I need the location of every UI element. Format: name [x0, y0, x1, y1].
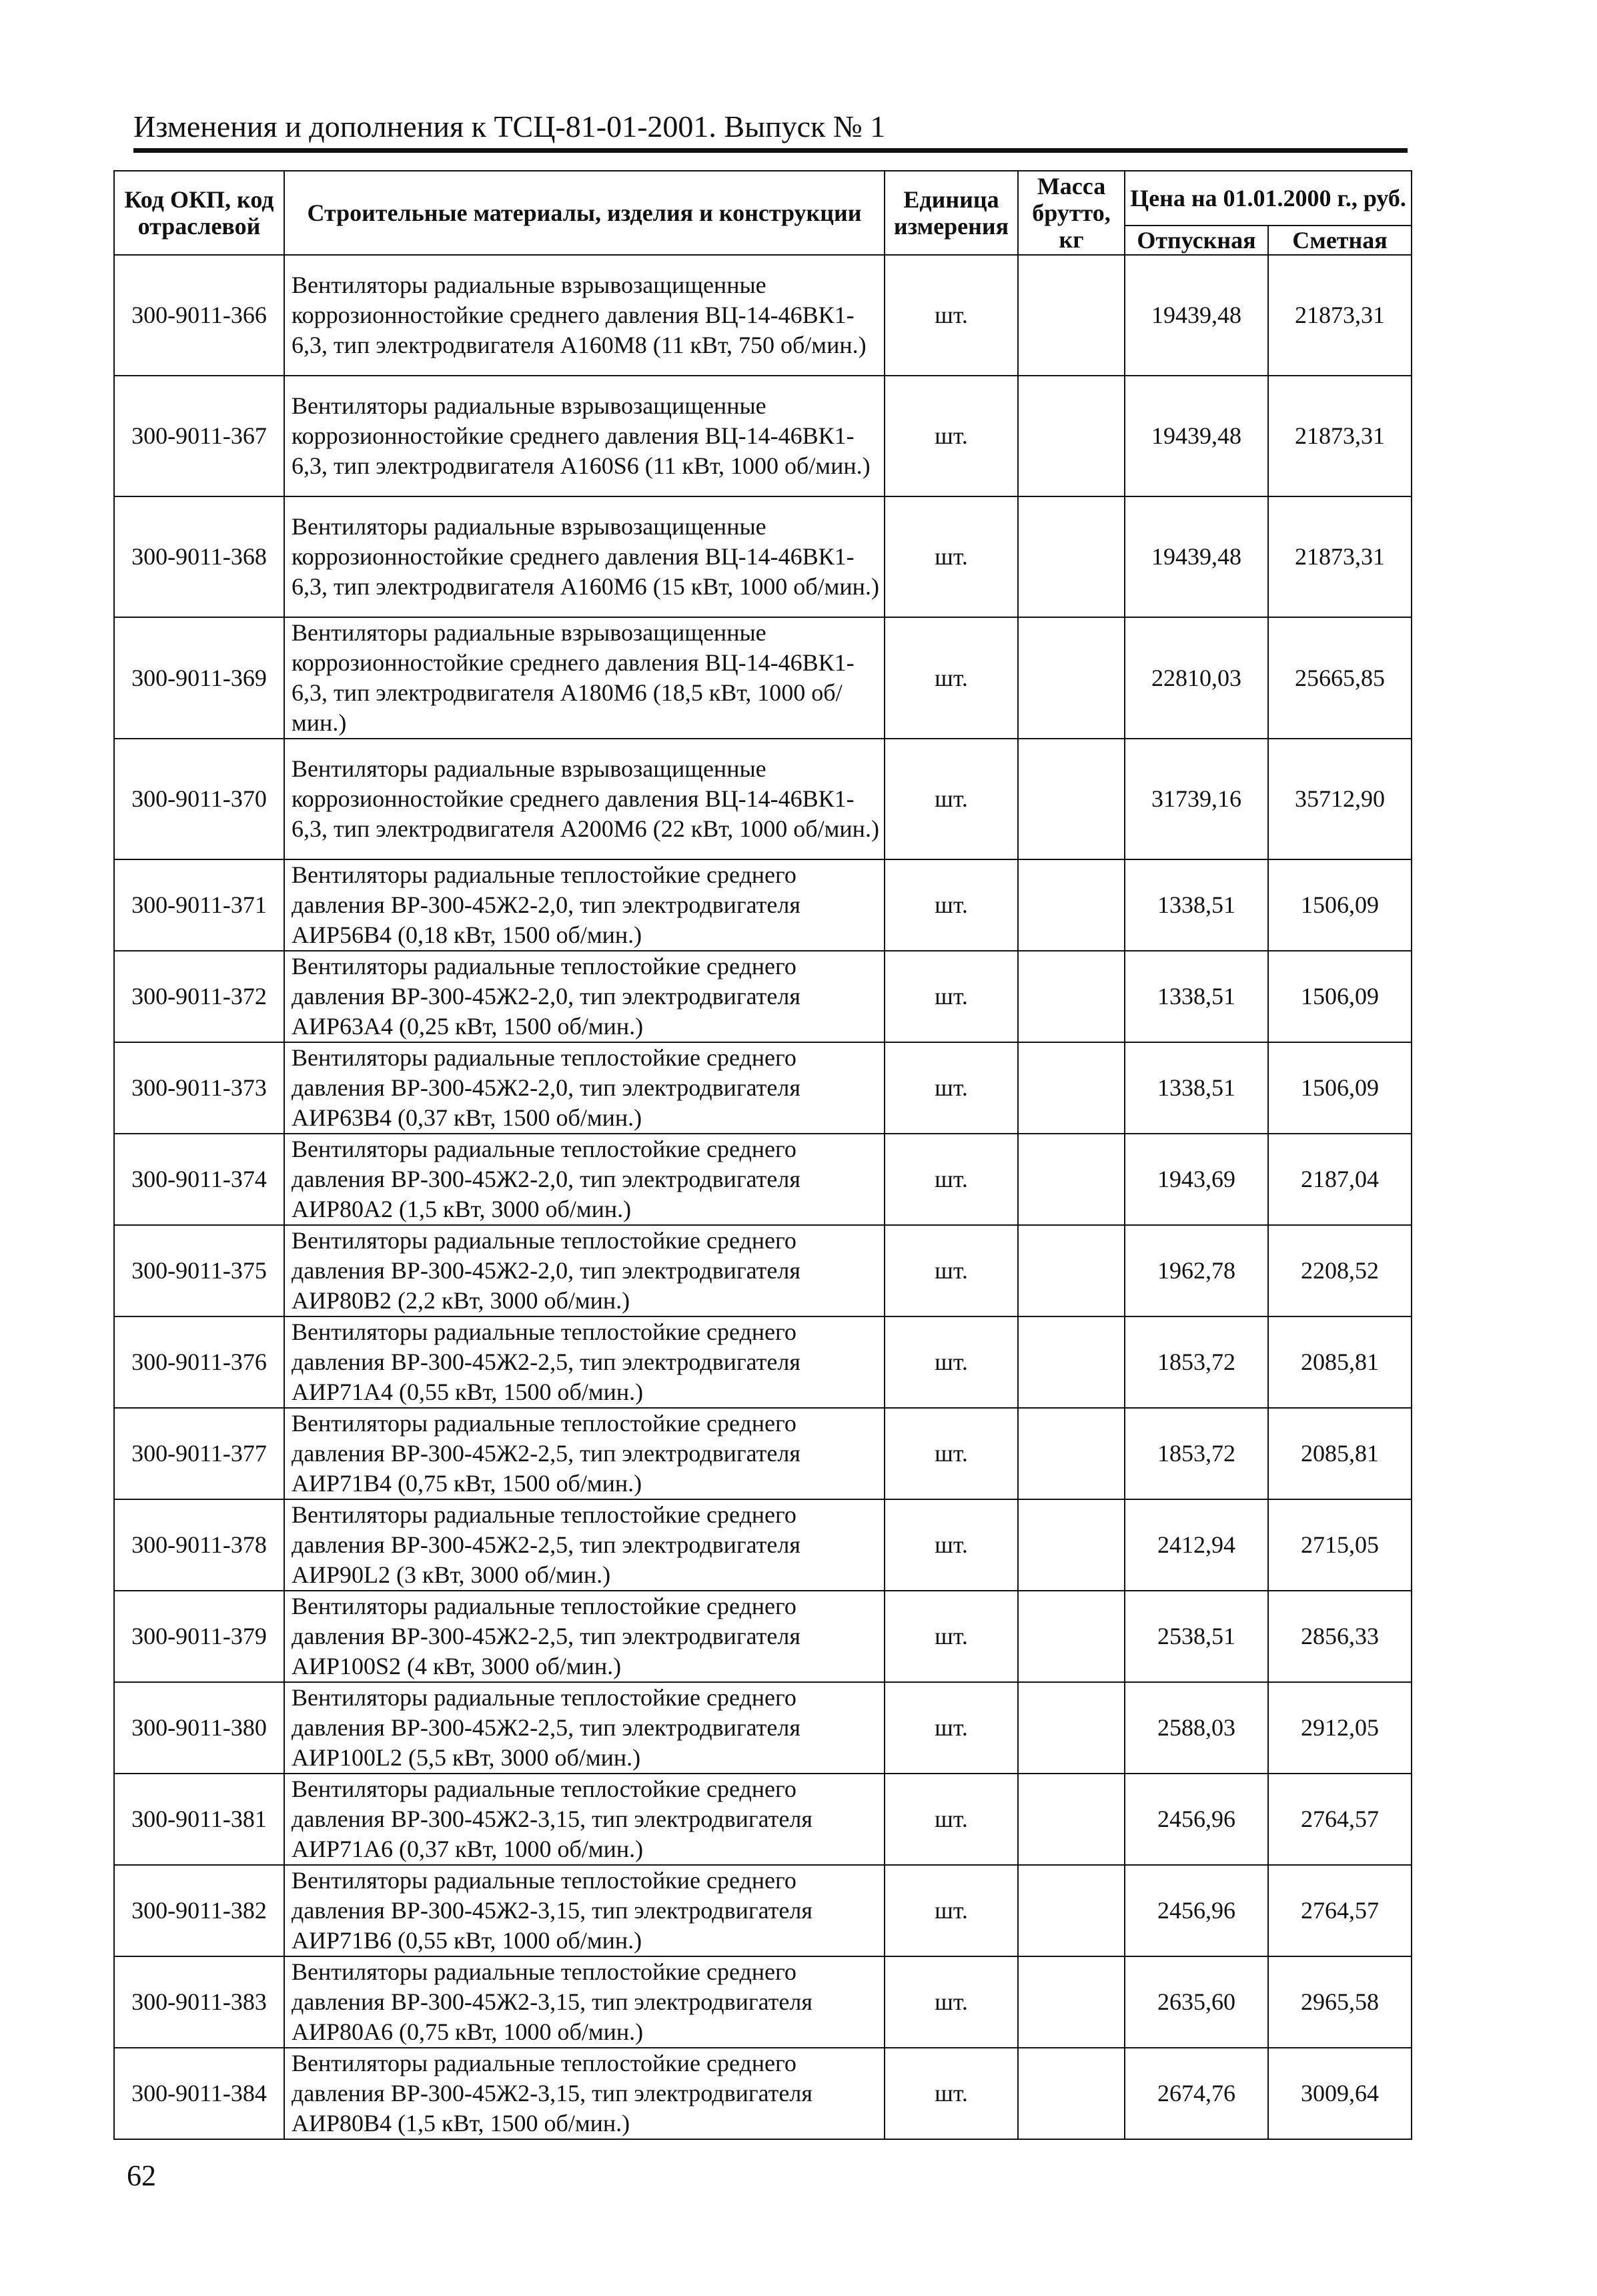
cell-unit: шт.	[885, 255, 1018, 376]
table-row	[114, 859, 1412, 951]
table-row	[114, 1865, 1412, 1956]
cell-code: 300-9011-369	[114, 617, 284, 739]
cell-release-price: 2412,94	[1125, 1499, 1268, 1591]
table-row	[114, 1134, 1412, 1225]
cell-unit: шт.	[885, 1134, 1018, 1225]
cell-release-price: 1338,51	[1125, 1042, 1268, 1134]
cell-estimate-price: 2856,33	[1268, 1591, 1412, 1682]
cell-unit: шт.	[885, 1774, 1018, 1865]
cell-name: Вентиляторы радиальные теплостойкие среднего давления ВР-300-45Ж2-2,5, тип электродвигателя АИР71В4 (0,75 кВт, 1500 об/мин.)	[284, 1408, 885, 1499]
cell-code: 300-9011-379	[114, 1591, 284, 1682]
cell-code: 300-9011-381	[114, 1774, 284, 1865]
cell-mass	[1018, 1316, 1125, 1408]
cell-release-price: 2635,60	[1125, 1956, 1268, 2048]
cell-name: Вентиляторы радиальные теплостойкие среднего давления ВР-300-45Ж2-2,5, тип электродвигателя АИР90L2 (3 кВт, 3000 об/мин.)	[284, 1499, 885, 1591]
cell-estimate-price: 21873,31	[1268, 255, 1412, 376]
table-row	[114, 255, 1412, 376]
cell-code: 300-9011-377	[114, 1408, 284, 1499]
cell-unit: шт.	[885, 1865, 1018, 1956]
cell-unit: шт.	[885, 2048, 1018, 2139]
col-header-unit: Единица измерения	[885, 171, 1018, 255]
cell-estimate-price: 2085,81	[1268, 1316, 1412, 1408]
table-row	[114, 376, 1412, 496]
cell-code: 300-9011-384	[114, 2048, 284, 2139]
col-header-mass: Масса брутто, кг	[1018, 171, 1125, 255]
cell-release-price: 1853,72	[1125, 1408, 1268, 1499]
cell-code: 300-9011-373	[114, 1042, 284, 1134]
document-title: Изменения и дополнения к ТСЦ-81-01-2001. Выпуск № 1	[133, 109, 886, 143]
cell-unit: шт.	[885, 1316, 1018, 1408]
cell-mass	[1018, 1774, 1125, 1865]
cell-name: Вентиляторы радиальные взрывозащищенные коррозионностойкие среднего давления ВЦ-14-46ВК1-6,3, тип электродвигателя А200М6 (22 кВт, 1000 об/мин.)	[284, 739, 885, 859]
cell-name: Вентиляторы радиальные теплостойкие среднего давления ВР-300-45Ж2-2,0, тип электродвигателя АИР63А4 (0,25 кВт, 1500 об/мин.)	[284, 951, 885, 1042]
table-row	[114, 1774, 1412, 1865]
cell-mass	[1018, 859, 1125, 951]
cell-estimate-price: 1506,09	[1268, 1042, 1412, 1134]
cell-name: Вентиляторы радиальные теплостойкие среднего давления ВР-300-45Ж2-2,0, тип электродвигателя АИР80В2 (2,2 кВт, 3000 об/мин.)	[284, 1225, 885, 1316]
cell-name: Вентиляторы радиальные теплостойкие среднего давления ВР-300-45Ж2-3,15, тип электродвигателя АИР71А6 (0,37 кВт, 1000 об/мин.)	[284, 1774, 885, 1865]
table-row	[114, 1408, 1412, 1499]
cell-unit: шт.	[885, 617, 1018, 739]
cell-name: Вентиляторы радиальные теплостойкие среднего давления ВР-300-45Ж2-2,0, тип электродвигателя АИР63В4 (0,37 кВт, 1500 об/мин.)	[284, 1042, 885, 1134]
cell-code: 300-9011-368	[114, 496, 284, 617]
table-row	[114, 496, 1412, 617]
cell-name: Вентиляторы радиальные взрывозащищенные коррозионностойкие среднего давления ВЦ-14-46ВК1-6,3, тип электродвигателя А180М6 (18,5 кВт, 1000 об/мин.)	[284, 617, 885, 739]
table-row	[114, 951, 1412, 1042]
cell-estimate-price: 21873,31	[1268, 376, 1412, 496]
cell-estimate-price: 2764,57	[1268, 1865, 1412, 1956]
cell-mass	[1018, 376, 1125, 496]
cell-estimate-price: 25665,85	[1268, 617, 1412, 739]
cell-release-price: 1853,72	[1125, 1316, 1268, 1408]
cell-estimate-price: 2965,58	[1268, 1956, 1412, 2048]
cell-mass	[1018, 1134, 1125, 1225]
table-row	[114, 1591, 1412, 1682]
cell-release-price: 1943,69	[1125, 1134, 1268, 1225]
cell-name: Вентиляторы радиальные теплостойкие среднего давления ВР-300-45Ж2-3,15, тип электродвигателя АИР80А6 (0,75 кВт, 1000 об/мин.)	[284, 1956, 885, 2048]
cell-unit: шт.	[885, 739, 1018, 859]
col-header-code: Код ОКП, код отраслевой	[114, 171, 284, 255]
cell-unit: шт.	[885, 1591, 1018, 1682]
cell-release-price: 1962,78	[1125, 1225, 1268, 1316]
cell-code: 300-9011-376	[114, 1316, 284, 1408]
table-row	[114, 2048, 1412, 2139]
cell-release-price: 1338,51	[1125, 859, 1268, 951]
cell-estimate-price: 1506,09	[1268, 859, 1412, 951]
cell-estimate-price: 2208,52	[1268, 1225, 1412, 1316]
cell-name: Вентиляторы радиальные теплостойкие среднего давления ВР-300-45Ж2-3,15, тип электродвигателя АИР80В4 (1,5 кВт, 1500 об/мин.)	[284, 2048, 885, 2139]
cell-unit: шт.	[885, 496, 1018, 617]
cell-mass	[1018, 2048, 1125, 2139]
cell-mass	[1018, 1408, 1125, 1499]
cell-estimate-price: 2187,04	[1268, 1134, 1412, 1225]
col-header-estimate-price: Сметная	[1268, 226, 1412, 255]
cell-code: 300-9011-375	[114, 1225, 284, 1316]
table-row	[114, 739, 1412, 859]
table-row	[114, 1225, 1412, 1316]
cell-release-price: 1338,51	[1125, 951, 1268, 1042]
cell-unit: шт.	[885, 951, 1018, 1042]
cell-name: Вентиляторы радиальные теплостойкие среднего давления ВР-300-45Ж2-3,15, тип электродвигателя АИР71В6 (0,55 кВт, 1000 об/мин.)	[284, 1865, 885, 1956]
table-row	[114, 1956, 1412, 2048]
table-row	[114, 617, 1412, 739]
cell-name: Вентиляторы радиальные теплостойкие среднего давления ВР-300-45Ж2-2,5, тип электродвигателя АИР71А4 (0,55 кВт, 1500 об/мин.)	[284, 1316, 885, 1408]
page-header	[133, 107, 1408, 153]
cell-code: 300-9011-382	[114, 1865, 284, 1956]
cell-name: Вентиляторы радиальные теплостойкие среднего давления ВР-300-45Ж2-2,0, тип электродвигателя АИР80А2 (1,5 кВт, 3000 об/мин.)	[284, 1134, 885, 1225]
cell-mass	[1018, 1682, 1125, 1774]
col-header-release-price: Отпускная	[1125, 226, 1268, 255]
cell-code: 300-9011-378	[114, 1499, 284, 1591]
cell-mass	[1018, 1591, 1125, 1682]
cell-mass	[1018, 617, 1125, 739]
cell-mass	[1018, 1865, 1125, 1956]
cell-release-price: 2456,96	[1125, 1774, 1268, 1865]
cell-code: 300-9011-371	[114, 859, 284, 951]
cell-unit: шт.	[885, 1499, 1018, 1591]
cell-unit: шт.	[885, 1042, 1018, 1134]
cell-mass	[1018, 739, 1125, 859]
cell-release-price: 19439,48	[1125, 255, 1268, 376]
cell-estimate-price: 21873,31	[1268, 496, 1412, 617]
cell-release-price: 2674,76	[1125, 2048, 1268, 2139]
cell-code: 300-9011-367	[114, 376, 284, 496]
col-header-price: Цена на 01.01.2000 г., руб.	[1125, 171, 1412, 226]
cell-mass	[1018, 951, 1125, 1042]
cell-mass	[1018, 1499, 1125, 1591]
col-header-name: Строительные материалы, изделия и конструкции	[284, 171, 885, 255]
table-row	[114, 1499, 1412, 1591]
cell-code: 300-9011-370	[114, 739, 284, 859]
page-number: 62	[127, 2159, 156, 2192]
cell-release-price: 31739,16	[1125, 739, 1268, 859]
cell-mass	[1018, 1042, 1125, 1134]
cell-release-price: 2588,03	[1125, 1682, 1268, 1774]
cell-mass	[1018, 1956, 1125, 2048]
cell-release-price: 2456,96	[1125, 1865, 1268, 1956]
cell-code: 300-9011-366	[114, 255, 284, 376]
cell-release-price: 2538,51	[1125, 1591, 1268, 1682]
cell-mass	[1018, 1225, 1125, 1316]
price-table	[113, 170, 1412, 2140]
cell-code: 300-9011-380	[114, 1682, 284, 1774]
table-row	[114, 1042, 1412, 1134]
cell-name: Вентиляторы радиальные взрывозащищенные коррозионностойкие среднего давления ВЦ-14-46ВК1-6,3, тип электродвигателя А160М6 (15 кВт, 1000 об/мин.)	[284, 496, 885, 617]
table-row	[114, 1682, 1412, 1774]
cell-code: 300-9011-374	[114, 1134, 284, 1225]
cell-unit: шт.	[885, 1682, 1018, 1774]
cell-name: Вентиляторы радиальные теплостойкие среднего давления ВР-300-45Ж2-2,5, тип электродвигателя АИР100L2 (5,5 кВт, 3000 об/мин.)	[284, 1682, 885, 1774]
cell-release-price: 19439,48	[1125, 496, 1268, 617]
cell-estimate-price: 2715,05	[1268, 1499, 1412, 1591]
table-row	[114, 1316, 1412, 1408]
cell-unit: шт.	[885, 376, 1018, 496]
cell-estimate-price: 2912,05	[1268, 1682, 1412, 1774]
cell-unit: шт.	[885, 859, 1018, 951]
cell-release-price: 22810,03	[1125, 617, 1268, 739]
cell-estimate-price: 35712,90	[1268, 739, 1412, 859]
cell-code: 300-9011-372	[114, 951, 284, 1042]
cell-mass	[1018, 255, 1125, 376]
cell-estimate-price: 3009,64	[1268, 2048, 1412, 2139]
cell-unit: шт.	[885, 1956, 1018, 2048]
table-body	[114, 255, 1412, 2139]
cell-release-price: 19439,48	[1125, 376, 1268, 496]
cell-unit: шт.	[885, 1225, 1018, 1316]
cell-name: Вентиляторы радиальные взрывозащищенные коррозионностойкие среднего давления ВЦ-14-46ВК1-6,3, тип электродвигателя А160М8 (11 кВт, 750 об/мин.)	[284, 255, 885, 376]
cell-name: Вентиляторы радиальные теплостойкие среднего давления ВР-300-45Ж2-2,5, тип электродвигателя АИР100S2 (4 кВт, 3000 об/мин.)	[284, 1591, 885, 1682]
cell-estimate-price: 2085,81	[1268, 1408, 1412, 1499]
cell-name: Вентиляторы радиальные взрывозащищенные коррозионностойкие среднего давления ВЦ-14-46ВК1-6,3, тип электродвигателя А160S6 (11 кВт, 1000 об/мин.)	[284, 376, 885, 496]
cell-estimate-price: 1506,09	[1268, 951, 1412, 1042]
cell-code: 300-9011-383	[114, 1956, 284, 2048]
cell-mass	[1018, 496, 1125, 617]
cell-name: Вентиляторы радиальные теплостойкие среднего давления ВР-300-45Ж2-2,0, тип электродвигателя АИР56В4 (0,18 кВт, 1500 об/мин.)	[284, 859, 885, 951]
cell-unit: шт.	[885, 1408, 1018, 1499]
cell-estimate-price: 2764,57	[1268, 1774, 1412, 1865]
